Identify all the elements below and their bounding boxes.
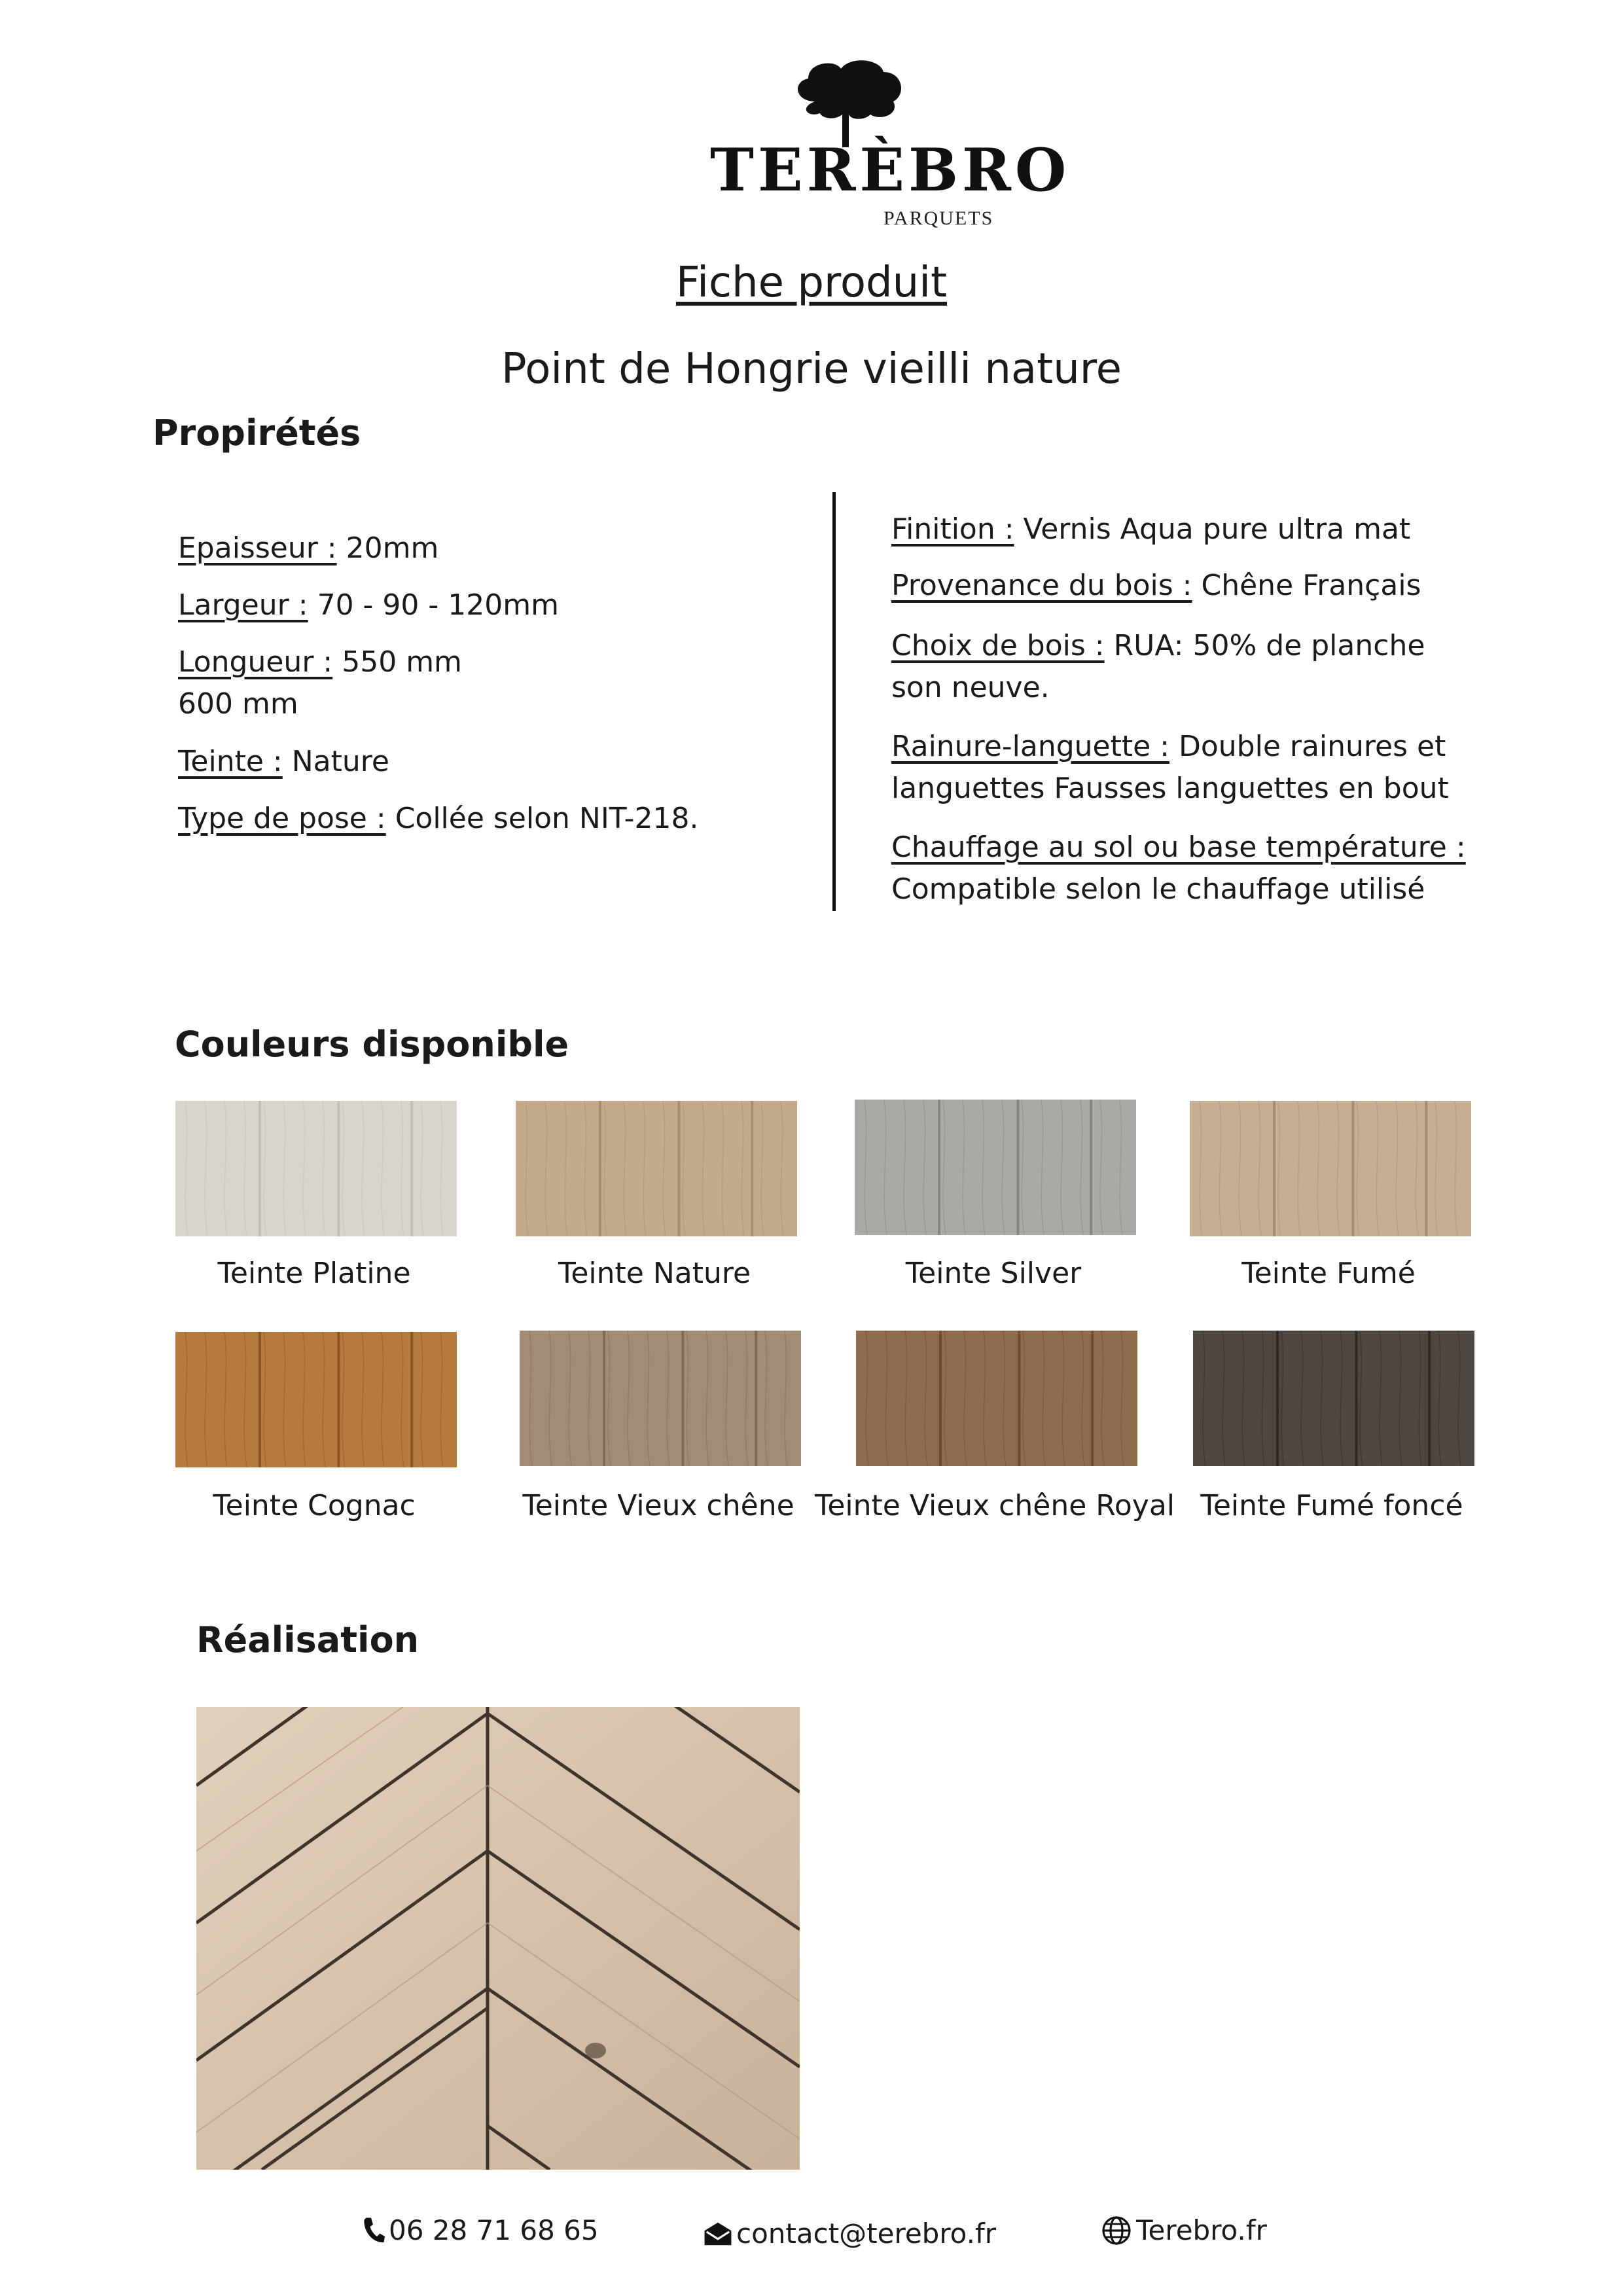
color-swatch-label: Teinte Vieux chêne [522,1489,794,1522]
color-swatch [516,1101,797,1236]
color-swatch-label: Teinte Fumé [1241,1257,1416,1290]
prop-longueur-extra [178,683,699,741]
website-url: Terebro.fr [1136,2214,1267,2246]
color-swatch [175,1332,457,1467]
brand-logo [710,56,1071,229]
prop-value: Chêne Français [1192,569,1421,602]
brand-name: TERÈBRO [710,135,1071,205]
prop-value: Vernis Aqua pure ultra mat [1014,512,1411,546]
prop-type-pose [178,798,699,840]
globe-icon [1101,2215,1132,2246]
document-title [0,259,1623,307]
prop-epaisseur [178,528,699,584]
prop-label: Epaisseur : [178,531,337,565]
color-swatch-label: Teinte Silver [905,1257,1082,1290]
prop-label: Provenance du bois : [891,569,1192,602]
prop-value: RUA: 50% de planche [1104,629,1425,662]
prop-value: Nature [282,745,389,778]
prop-label: Chauffage au sol ou base température : [891,831,1466,864]
phone-number: 06 28 71 68 65 [389,2214,599,2246]
colors-heading: Couleurs disponible [175,1024,569,1065]
contact-phone[interactable] [361,2214,599,2246]
prop-value: 20mm [336,531,439,565]
color-swatch [175,1101,457,1236]
realisation-photo [196,1707,800,2170]
herringbone-floor-image [196,1707,800,2170]
prop-value: Double rainures et [1169,730,1446,763]
color-swatch [856,1331,1137,1466]
prop-value: 550 mm [332,645,462,679]
prop-label: Teinte : [178,745,283,778]
phone-icon [361,2215,385,2246]
prop-rainure [891,726,1546,810]
color-swatch [1193,1331,1474,1466]
color-swatch [855,1100,1136,1235]
color-swatch [1190,1101,1471,1236]
properties-left [178,528,699,840]
contact-website[interactable] [1101,2214,1267,2246]
color-swatch-label: Teinte Platine [217,1257,411,1290]
prop-label: Rainure-languette : [891,730,1169,763]
email-address: contact@terebro.fr [736,2217,997,2250]
color-swatch [520,1331,801,1466]
product-name: Point de Hongrie vieilli nature [501,345,1122,393]
prop-teinte [178,741,699,798]
prop-value-cont: Compatible selon le chauffage utilisé [891,872,1425,906]
prop-label: Finition : [891,512,1014,546]
prop-choix-bois [891,625,1546,709]
envelope-icon [704,2221,732,2246]
color-swatch-label: Teinte Cognac [213,1489,416,1522]
brand-subtitle: PARQUETS [883,207,994,229]
tree-icon [789,56,906,147]
prop-label: Largeur : [178,588,308,622]
prop-label: Longueur : [178,645,333,679]
prop-value-cont: languettes Fausses languettes en bout [891,772,1449,805]
prop-chauffage [891,827,1546,910]
prop-largeur [178,584,699,641]
document-title-text: Fiche produit [675,259,948,307]
prop-label: Choix de bois : [891,629,1105,662]
prop-provenance [891,565,1546,607]
prop-value: 70 - 90 - 120mm [308,588,559,622]
prop-value: Collée selon NIT-218. [385,802,699,835]
prop-finition [891,509,1546,550]
prop-value-cont: son neuve. [891,671,1050,704]
prop-value: 600 mm [178,687,298,721]
contact-email[interactable] [704,2217,996,2250]
realisation-heading: Réalisation [196,1619,419,1660]
properties-heading: Propirétés [152,412,361,454]
color-swatch-label: Teinte Vieux chêne Royal [814,1489,1175,1522]
properties-divider [832,492,836,911]
color-swatch-label: Teinte Nature [558,1257,751,1290]
prop-longueur [178,641,699,683]
color-swatch-label: Teinte Fumé foncé [1200,1489,1463,1522]
prop-label: Type de pose : [178,802,386,835]
properties-right [891,509,1546,910]
